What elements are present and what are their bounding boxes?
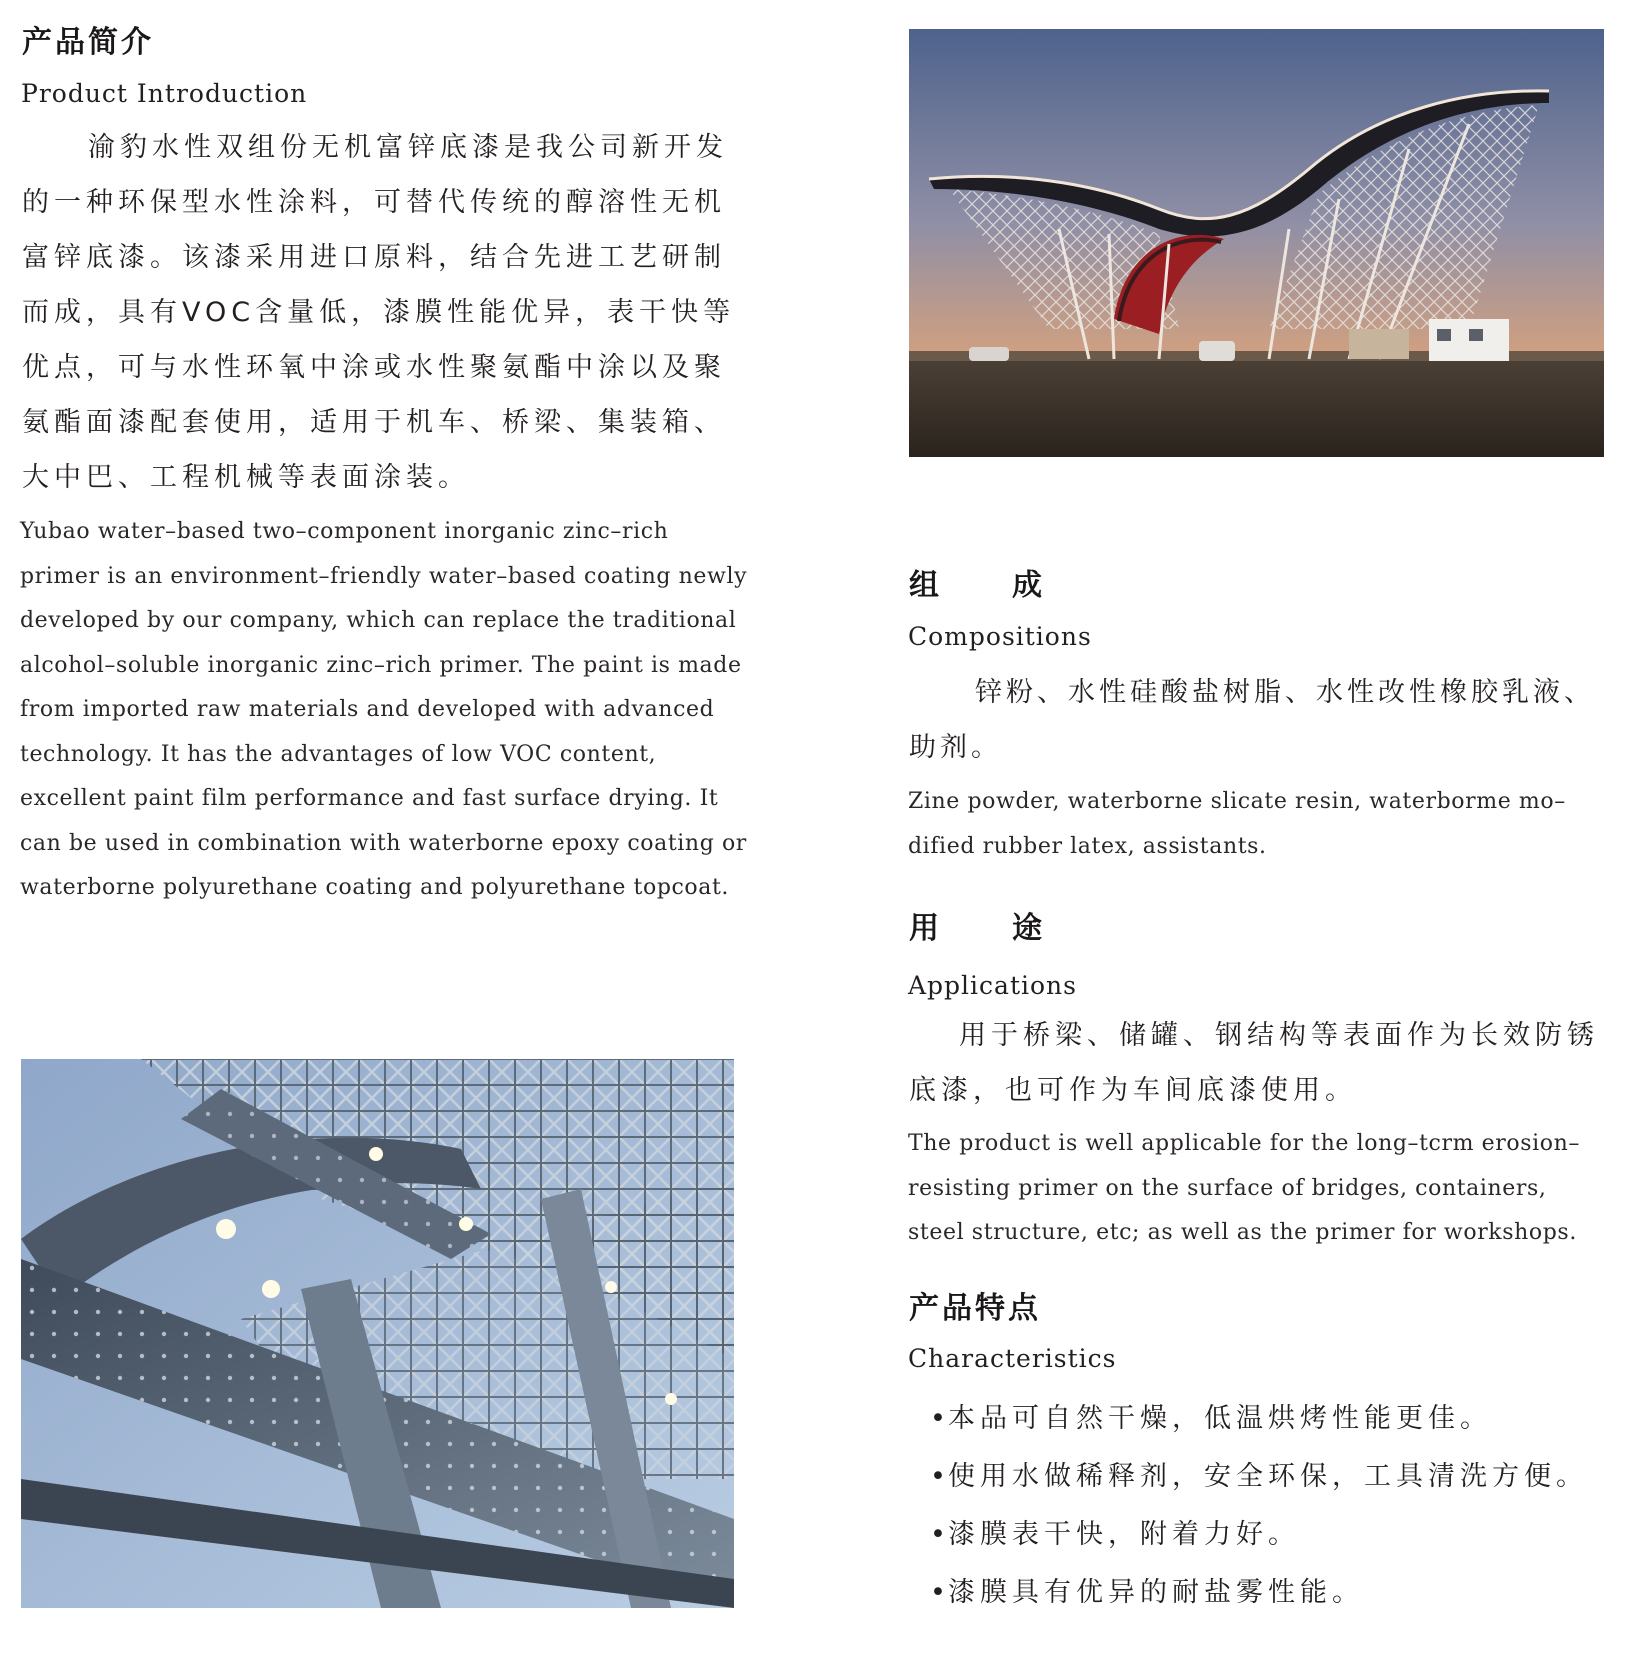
compositions-title-cn-2: 成: [1012, 568, 1045, 603]
bullet-icon: •: [930, 1403, 946, 1434]
compositions-title-cn-1: 组: [909, 568, 942, 603]
bullet-icon: •: [930, 1519, 946, 1550]
applications-title-cn-1: 用: [909, 911, 942, 946]
compositions-title-cn: [909, 567, 1045, 605]
list-item: •漆膜具有优异的耐盐雾性能。: [930, 1564, 1620, 1622]
applications-body-cn: 用于桥梁、储罐、钢结构等表面作为长效防锈底漆，也可作为车间底漆使用。: [909, 1020, 1599, 1106]
bullet-icon: •: [930, 1577, 946, 1608]
compositions-title-en: Compositions: [908, 622, 1092, 651]
intro-body-en: Yubao water–based two–component inorganic zinc–rich primer is an environment–friendly water–based coating newly developed by our company, which can replace the traditional alcohol–soluble inorganic zinc–rich primer. The paint is made from imported raw materials and developed with advanced technology. It has the advantages of low VOC content, excellent paint film performance and fast surface drying. It can be used in combination with waterborne epoxy coating or waterborne polyurethane coating and polyurethane topcoat.: [20, 519, 748, 900]
characteristics-list: [930, 1390, 1620, 1622]
steel-wing-structure-photo: [909, 29, 1604, 457]
intro-title-cn: 产品简介: [22, 25, 154, 60]
steel-truss-bridge-photo: [21, 1059, 734, 1608]
characteristics-title-cn: 产品特点: [909, 1291, 1041, 1326]
applications-title-cn-2: 途: [1012, 911, 1045, 946]
intro-body-cn: 渝豹水性双组份无机富锌底漆是我公司新开发的一种环保型水性涂料，可替代传统的醇溶性无机富锌底漆。该漆采用进口原料，结合先进工艺研制而成，具有VOC含量低，漆膜性能优异，表干快等优点，可与水性环氧中涂或水性聚氨酯中涂以及聚氨酯面漆配套使用，适用于机车、桥梁、集装箱、大中巴、工程机械等表面涂装。: [22, 132, 736, 493]
list-item: •漆膜表干快，附着力好。: [930, 1506, 1620, 1564]
compositions-body-cn: 锌粉、水性硅酸盐树脂、水性改性橡胶乳液、助剂。: [909, 677, 1595, 763]
applications-title-cn: [909, 910, 1045, 948]
list-item: •本品可自然干燥，低温烘烤性能更佳。: [930, 1390, 1620, 1448]
compositions-body-en: Zine powder, waterborne slicate resin, waterborme mo–dified rubber latex, assistants.: [908, 789, 1566, 859]
list-item: •使用水做稀释剂，安全环保，工具清洗方便。: [930, 1448, 1620, 1506]
bullet-icon: •: [930, 1461, 946, 1492]
applications-body-en: The product is well applicable for the long–tcrm erosion–resisting primer on the surface of bridges, containers, steel structure, etc; as well as the primer for workshops.: [908, 1131, 1580, 1245]
characteristics-title-en: Characteristics: [908, 1344, 1117, 1373]
intro-title-en: Product Introduction: [21, 79, 308, 108]
applications-title-en: Applications: [908, 971, 1077, 1000]
